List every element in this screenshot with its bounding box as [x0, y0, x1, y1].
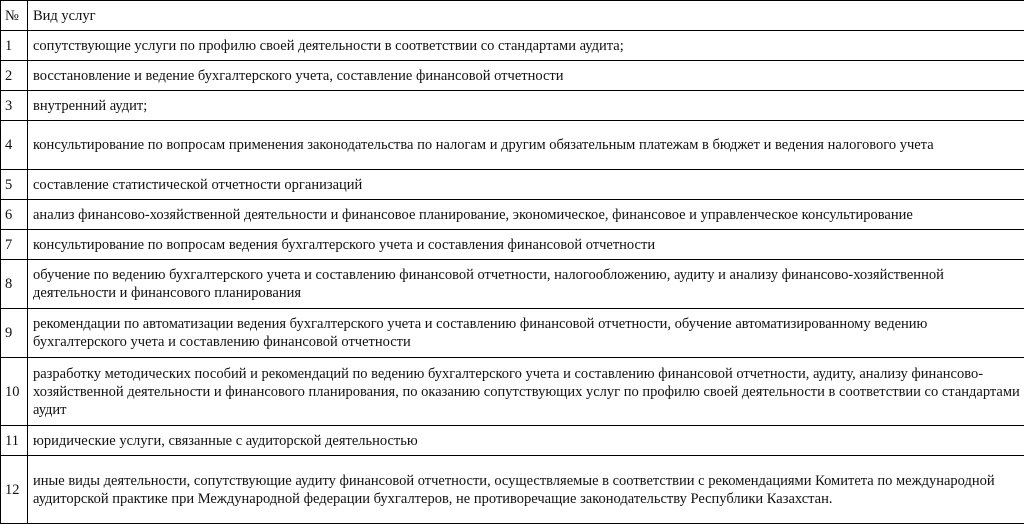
row-number: 4 — [1, 121, 28, 170]
row-number: 5 — [1, 170, 28, 200]
row-number: 6 — [1, 200, 28, 230]
table-row — [1, 170, 1024, 200]
row-description: восстановление и ведение бухгалтерского учета, составление финансовой отчетности — [28, 61, 1024, 91]
row-description: обучение по ведению бухгалтерского учета и составлению финансовой отчетности, налогообложению, аудиту и анализу финансово-хозяйственной деятельности и финансового планирования — [28, 260, 1024, 309]
row-number: 10 — [1, 358, 28, 426]
row-number: 3 — [1, 91, 28, 121]
row-description: юридические услуги, связанные с аудиторской деятельностью — [28, 426, 1024, 456]
row-description: внутренний аудит; — [28, 91, 1024, 121]
row-number: 9 — [1, 309, 28, 358]
table-row — [1, 230, 1024, 260]
row-description: иные виды деятельности, сопутствующие аудиту финансовой отчетности, осуществляемые в соответствии с рекомендациями Комитета по международной аудиторской практике при Международной федерации бухгалтеров, не противоречащие законодательству Республики Казахстан. — [28, 456, 1024, 524]
header-number: № — [1, 1, 28, 31]
header-service-type: Вид услуг — [28, 1, 1024, 31]
table-row — [1, 200, 1024, 230]
table-row — [1, 260, 1024, 309]
row-number: 2 — [1, 61, 28, 91]
table-header-row — [1, 1, 1024, 31]
row-number: 8 — [1, 260, 28, 309]
row-number: 11 — [1, 426, 28, 456]
row-description: консультирование по вопросам применения законодательства по налогам и другим обязательным платежам в бюджет и ведения налогового учета — [28, 121, 1024, 170]
row-number: 1 — [1, 31, 28, 61]
table-row — [1, 31, 1024, 61]
row-description: разработку методических пособий и рекомендаций по ведению бухгалтерского учета и составлению финансовой отчетности, аудиту, анализу финансово-хозяйственной деятельности и финансового планирования, по оказанию сопутствующих услуг по профилю своей деятельности в соответствии со стандартами аудит — [28, 358, 1024, 426]
table-row — [1, 309, 1024, 358]
row-description: составление статистической отчетности организаций — [28, 170, 1024, 200]
row-description: рекомендации по автоматизации ведения бухгалтерского учета и составлению финансовой отчетности, обучение автоматизированному ведению бухгалтерского учета и составлению финансовой отчетности — [28, 309, 1024, 358]
row-description: анализ финансово-хозяйственной деятельности и финансовое планирование, экономическое, финансовое и управленческое консультирование — [28, 200, 1024, 230]
row-description: сопутствующие услуги по профилю своей деятельности в соответствии со стандартами аудита; — [28, 31, 1024, 61]
table-row — [1, 121, 1024, 170]
table-row — [1, 91, 1024, 121]
row-number: 7 — [1, 230, 28, 260]
table-row — [1, 61, 1024, 91]
table-row — [1, 456, 1024, 524]
table-row — [1, 426, 1024, 456]
table-row — [1, 358, 1024, 426]
row-number: 12 — [1, 456, 28, 524]
row-description: консультирование по вопросам ведения бухгалтерского учета и составления финансовой отчетности — [28, 230, 1024, 260]
